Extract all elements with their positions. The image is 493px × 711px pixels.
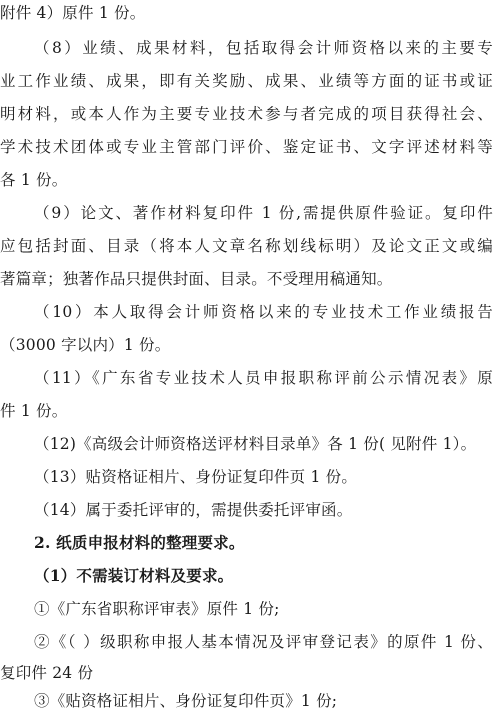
list-item-3: ③《贴资格证相片、身份证复印件页》1 份; (34, 692, 338, 710)
subsection-heading: （1）不需装订材料及要求。 (34, 566, 234, 585)
paragraph-13: （13）贴资格证相片、身份证复印件页 1 份。 (34, 468, 358, 486)
list-item-2-line-2: 复印件 24 份 (0, 664, 94, 682)
paragraph-9-line-1: （9）论文、著作材料复印件 1 份,需提供原件验证。复印件 (34, 204, 493, 222)
paragraph-8-line-5: 各 1 份。 (0, 171, 68, 189)
list-item-1: ①《广东省职称评审表》原件 1 份; (34, 600, 280, 618)
paragraph-10-line-1: （10）本人取得会计师资格以来的专业技术工作业绩报告 (34, 303, 493, 321)
paragraph-8-line-3: 明材料，或本人作为主要专业技术参与者完成的项目获得社会、 (0, 105, 493, 123)
paragraph-11-line-1: （11）《广东省专业技术人员申报职称评前公示情况表》原 (34, 369, 493, 387)
paragraph-9-line-2: 应包括封面、目录（将本人文章名称划线标明）及论文正文或编 (0, 237, 493, 255)
paragraph-10-line-2: （3000 字以内）1 份。 (0, 336, 171, 354)
paragraph-12: （12)《高级会计师资格送评材料目录单》各 1 份( 见附件 1）。 (34, 435, 477, 453)
paragraph-8-line-2: 业工作业绩、成果，即有关奖励、成果、业绩等方面的证书或证 (0, 72, 493, 90)
paragraph-8-line-1: （8）业绩、成果材料，包括取得会计师资格以来的主要专 (34, 39, 493, 57)
section-heading: 2. 纸质申报材料的整理要求。 (34, 533, 245, 552)
list-item-2-line-1: ②《（ ）级职称申报人基本情况及评审登记表》的原件 1 份、 (34, 633, 493, 651)
paragraph-14: （14）属于委托评审的，需提供委托评审函。 (34, 501, 353, 519)
paragraph-11-line-2: 件 1 份。 (0, 402, 68, 420)
text-line: 附件 4）原件 1 份。 (0, 4, 146, 22)
paragraph-9-line-3: 著篇章；独著作品只提供封面、目录。不受理用稿通知。 (0, 270, 393, 288)
paragraph-8-line-4: 学术技术团体或专业主管部门评价、鉴定证书、文字评述材料等 (0, 138, 493, 156)
